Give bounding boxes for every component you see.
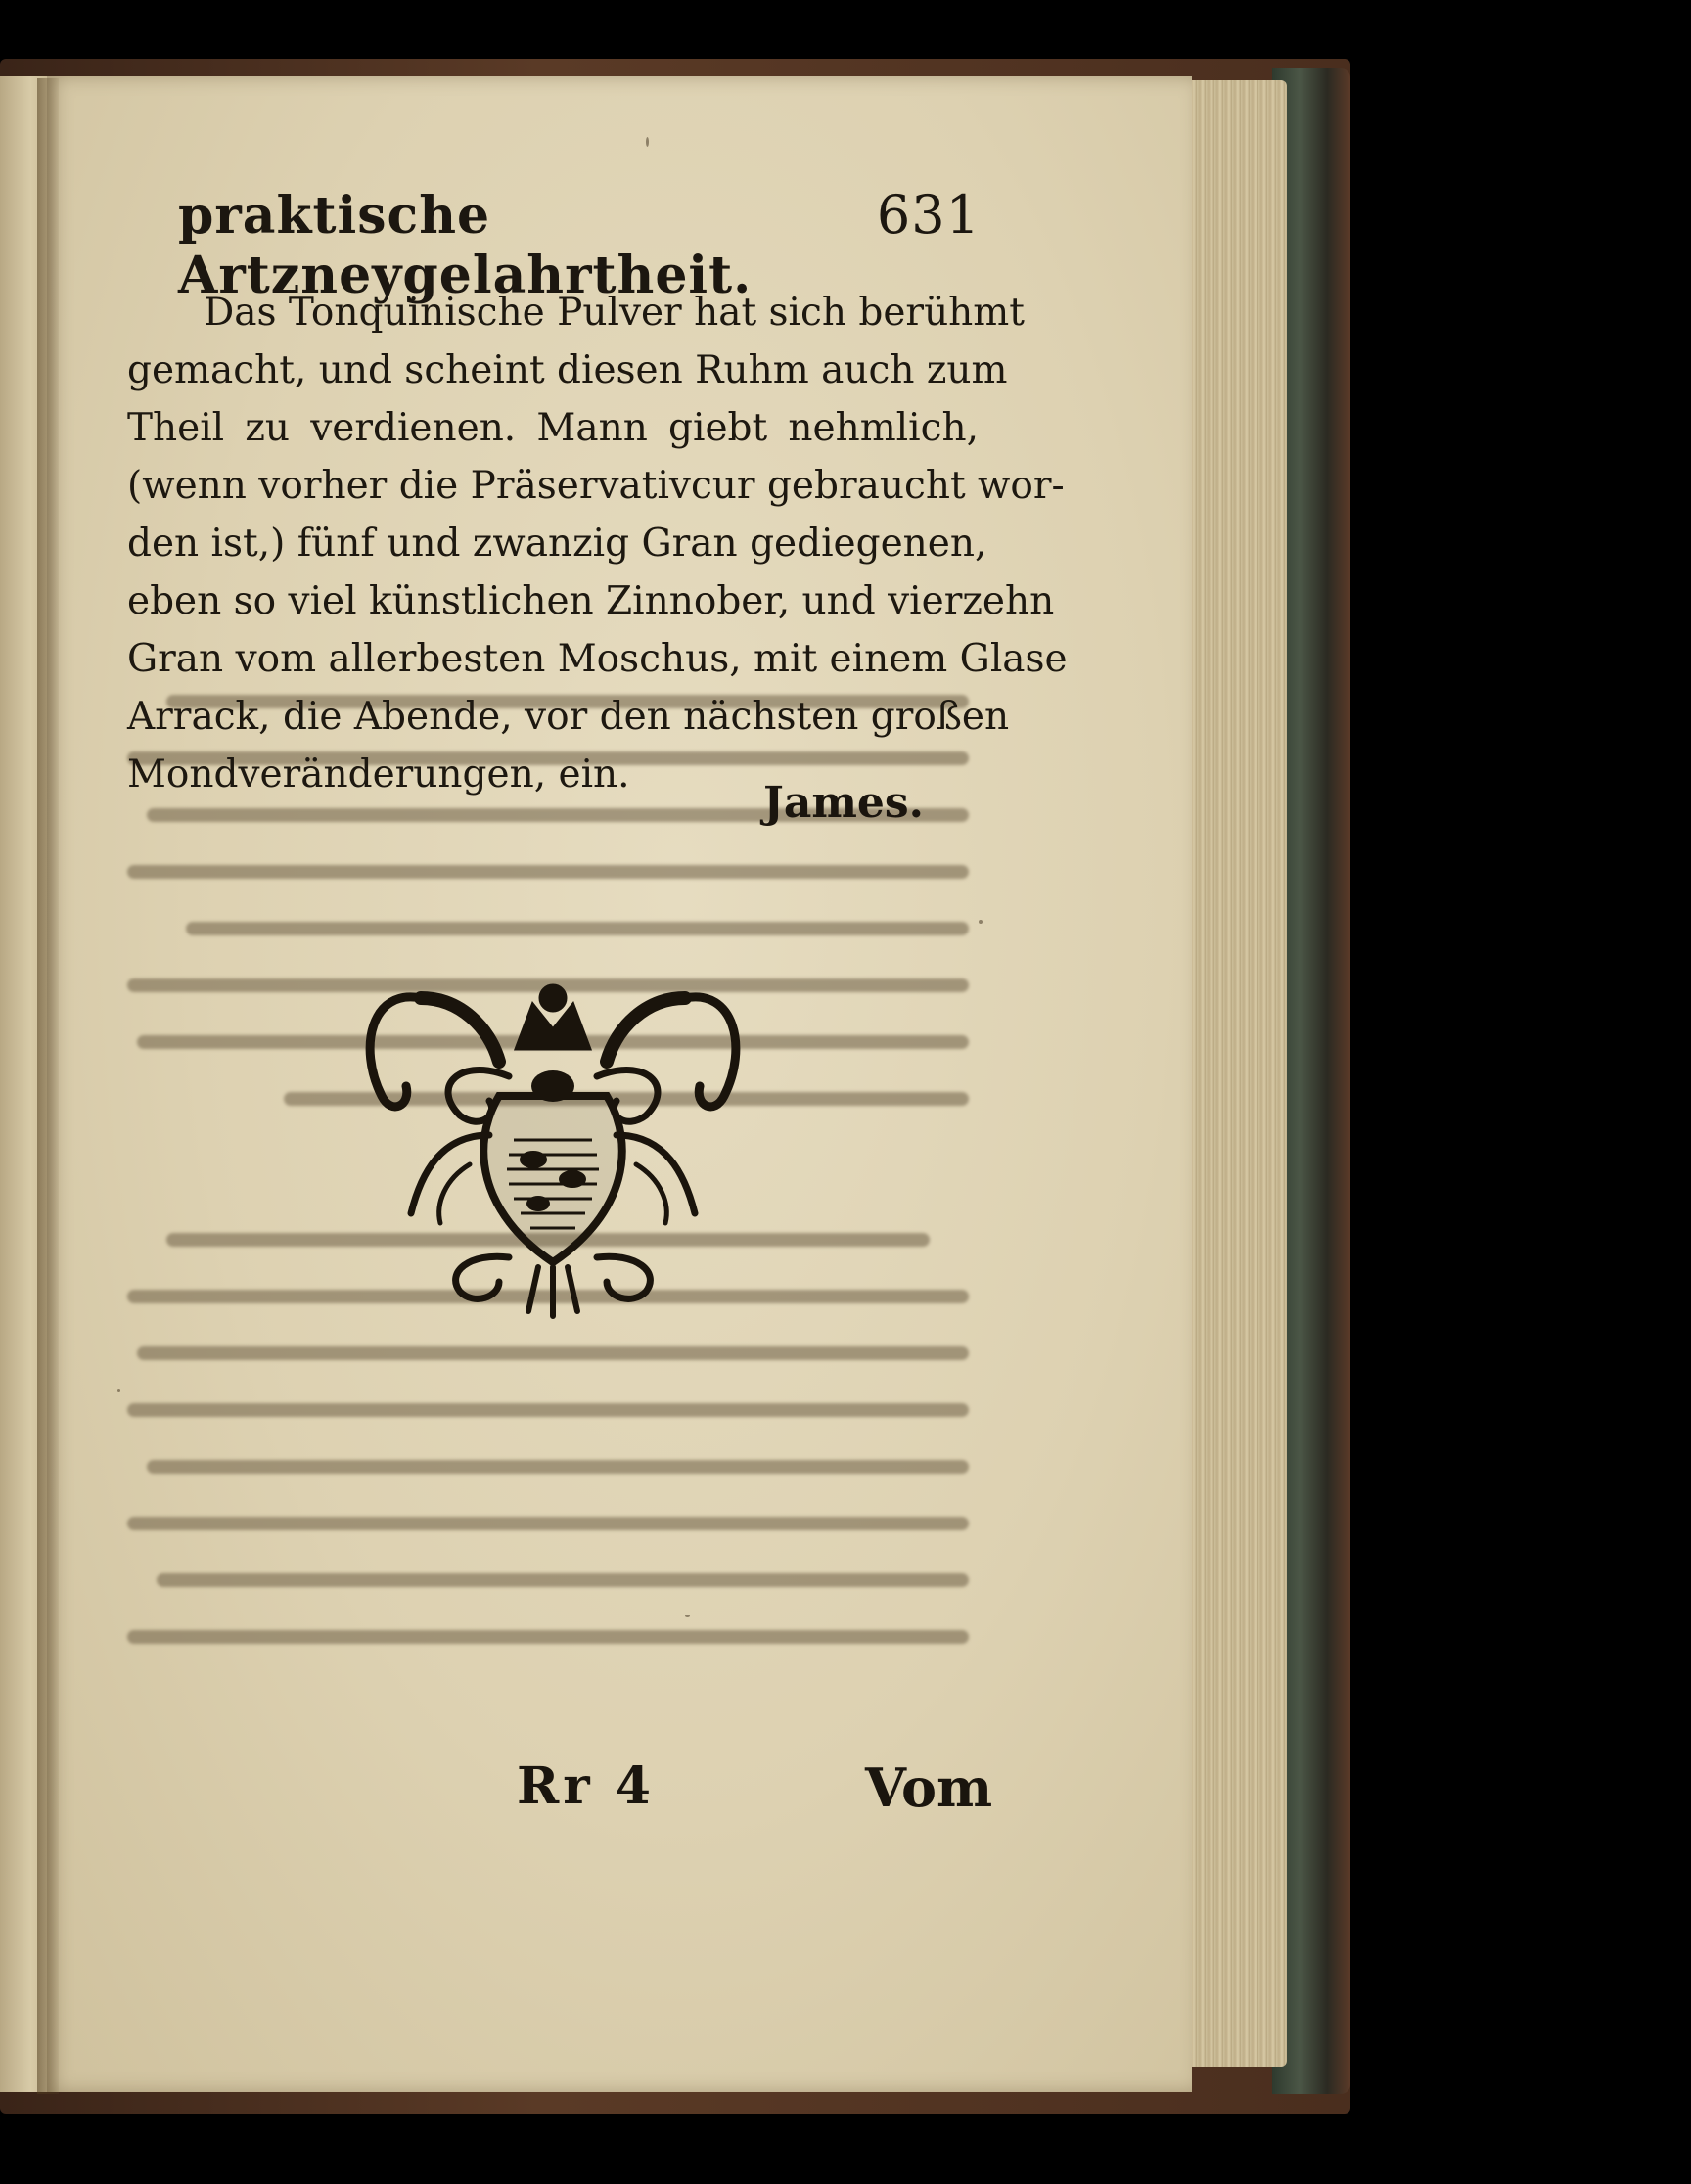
running-title: praktische Artzneygelahrtheit. <box>178 186 753 305</box>
text-line: gemacht, und scheint diesen Ruhm auch zum <box>127 348 1008 392</box>
paper-fleck <box>117 1389 120 1392</box>
catchword: Vom <box>865 1756 993 1819</box>
paper-fleck <box>646 137 649 147</box>
text-line: den ist,) fünf und zwanzig Gran gediegenen, <box>127 522 987 566</box>
author-signature: James. <box>763 778 924 828</box>
page-gutter <box>37 78 59 2094</box>
paper-fleck <box>685 1615 690 1617</box>
paper-fleck <box>979 920 983 924</box>
fleuron-ornament-svg <box>352 969 754 1321</box>
signature-mark: Rr 4 <box>517 1756 655 1816</box>
page-edges <box>1179 80 1287 2067</box>
page-number: 631 <box>876 184 981 246</box>
text-line: Arrack, die Abende, vor den nächsten großen <box>127 695 1010 739</box>
text-line: Das Tonquinische Pulver hat sich berühmt <box>204 291 1025 335</box>
fleuron-ornament-icon <box>352 969 754 1321</box>
text-line: Theil zu verdienen. Mann giebt nehmlich, <box>127 406 979 450</box>
text-line: Gran vom allerbesten Moschus, mit einem Glase <box>127 637 1068 681</box>
body-text <box>127 284 1068 803</box>
text-line: (wenn vorher die Präservativcur gebraucht wor- <box>127 464 1065 508</box>
text-line: eben so viel künstlichen Zinnober, und vierzehn <box>127 579 1055 623</box>
text-line: Mondveränderungen, ein. <box>127 752 630 796</box>
